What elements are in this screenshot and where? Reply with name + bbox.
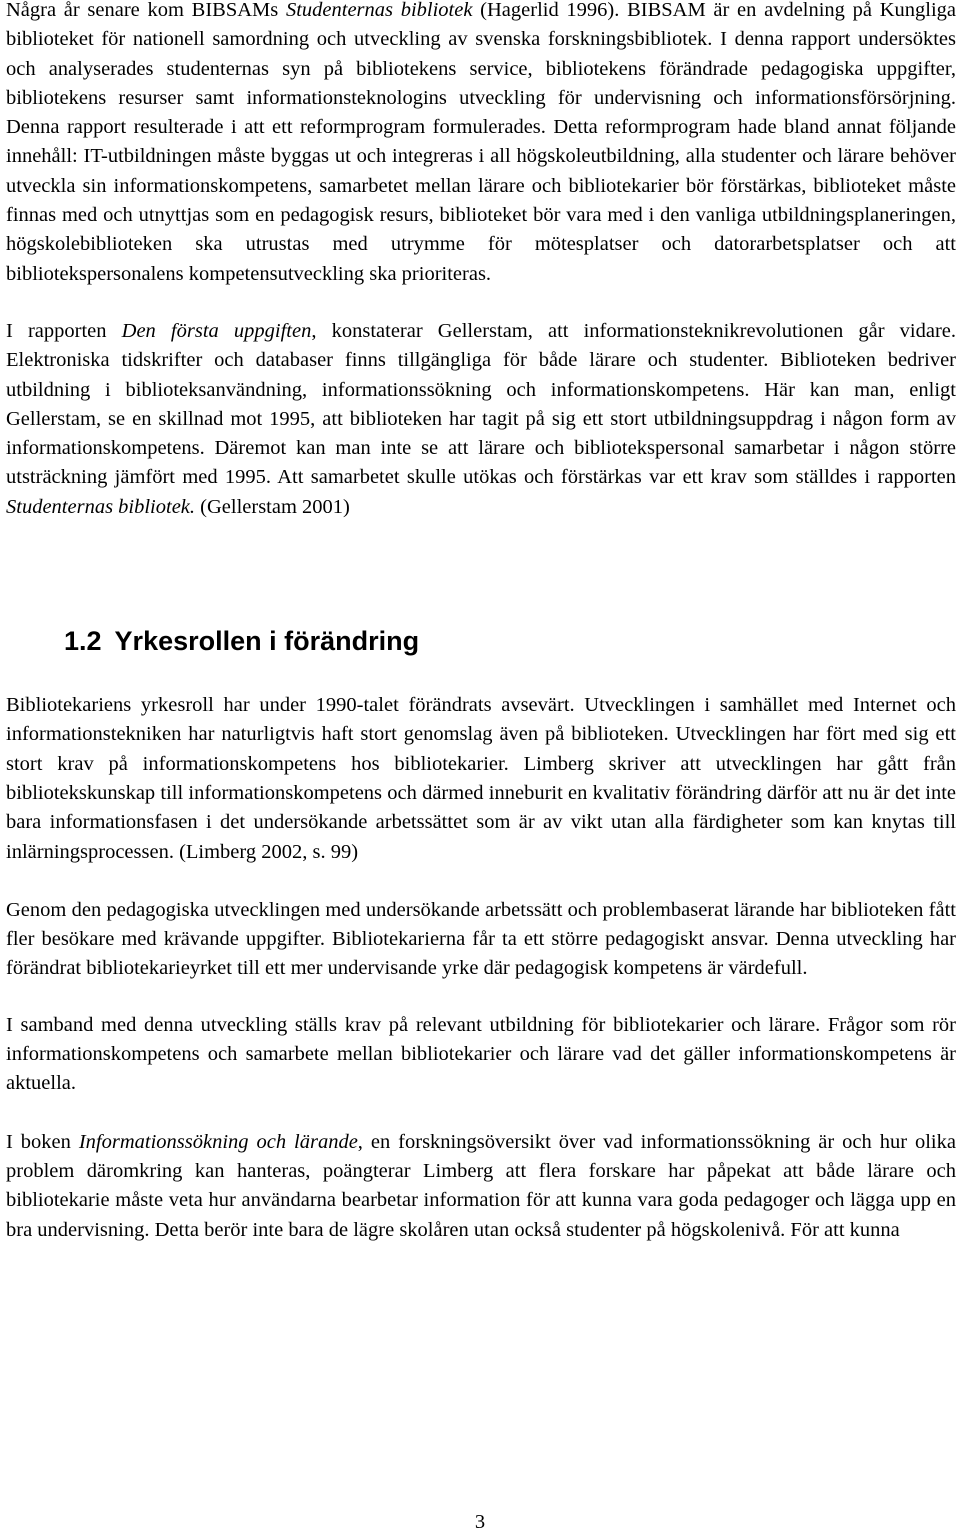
paragraph-bibsam-text-1: Några år senare kom BIBSAMs (6, 0, 286, 21)
paragraph-forsta-uppgiften-text-3: (Gellerstam 2001) (195, 495, 350, 518)
section-heading (6, 625, 956, 657)
section-heading-text (64, 625, 956, 657)
paragraph-informationssokning-text-2: , en forskningsöversikt över vad informationssökning är och hur olika problem däromkring kan hanteras, poängterar Limberg att flera forskare har påpekat att både lärare och bibliotekarie måste veta hur användarna bearbetar information för att kunna vara goda pedagoger och lägga upp en bra undervisning. Detta berör inte bara de lägre skolåren utan också studenter på högskolenivå. För att kunna (6, 1130, 956, 1241)
page-number: 3 (474, 1511, 486, 1533)
paragraph-forsta-uppgiften-text-2: , konstaterar Gellerstam, att informationsteknikrevolutionen går vidare. Elektroniska tidskrifter och databaser finns tillgängliga för både lärare och studenter. Biblioteken bedriver utbildning i biblioteksanvändning, informationssökning och informationskompetens. Här kan man, enligt Gellerstam, se en skillnad mot 1995, att biblioteken har tagit på sig ett stort utbildningsuppdrag i någon form av informationskompetens. Däremot kan man inte se att lärare och bibliotekspersonal samarbetar i någon större utsträckning jämfört med 1995. Att samarbetet skulle utökas och förstärkas var ett krav som ställdes i rapporten (6, 319, 957, 489)
paragraph-krav-utbildning: I samband med denna utveckling ställs krav på relevant utbildning för bibliotekarier och lärare. Frågor som rör informationskompetens och samarbete mellan bibliotekarier och lärare vad det gäller informationskompetens är aktuella. (6, 1013, 956, 1095)
title-informationssokning-och-larande: Informationssökning och lärande (78, 1130, 358, 1153)
section-title: Yrkesrollen i förändring (114, 626, 420, 657)
paragraph-yrkesroll: Bibliotekariens yrkesroll har under 1990-talet förändrats avsevärt. Utvecklingen i samhället med Internet och informationstekniken har naturligtvis haft stort genomslag även på biblioteken. Utvecklingen har fört med sig ett stort krav på informationskompetens hos bibliotekarier. Limberg skriver att utvecklingen har gått från bibliotekskunskap till informationskompetens och därmed inneburit en kvalitativ förändring därför att nu är det inte bara informationsfasen i det undersökande arbetssättet som är av vikt utan alla färdigheter som kan knytas till inlärningsprocessen. (Limberg 2002, s. 99) (6, 694, 956, 863)
paragraph-bibsam-text-2: (Hagerlid 1996). BIBSAM är en avdelning på Kungliga biblioteket för nationell samordning och utveckling av svenska forskningsbibliotek. I denna rapport undersöktes och analyserades studenternas syn på bibliotekens service, bibliotekens förändrade pedagogiska uppgifter, bibliotekens resurser samt informationsteknologins utveckling för undervisning och informationsförsörjning. Denna rapport resulterade i att ett reformprogram formulerades. Detta reformprogram hade bland annat följande innehåll: IT-utbildningen måste byggas ut och integreras i all högskoleutbildning, alla studenter och lärare behöver utveckla sin informationskompetens, samarbetet mellan lärare och bibliotekarier bör förstärkas, biblioteket måste finnas med och utnyttjas som en pedagogisk resurs, biblioteket bör vara med i den vanliga utbildningsplaneringen, högskolebiblioteken ska utrustas med utrymme för mötesplatser och datorarbetsplatser och att bibliotekspersonalens kompetensutveckling ska prioriteras. (6, 0, 957, 285)
paragraph-pedagogisk-utveckling: Genom den pedagogiska utvecklingen med undersökande arbetssätt och problembaserat lärande har biblioteken fått fler besökare med krävande uppgifter. Bibliotekarierna får ta ett större pedagogiskt ansvar. Denna utveckling har förändrat bibliotekarieyrket till ett mer undervisande yrke där pedagogisk kompetens är värdefull. (6, 898, 956, 980)
title-studenternas-bibliotek: Studenternas bibliotek (285, 0, 473, 21)
section-number: 1.2 (64, 626, 102, 657)
paragraph-informationssokning (6, 1128, 956, 1245)
document-page (6, 0, 956, 1245)
paragraph-informationssokning-text-1: I boken (6, 1130, 79, 1153)
paragraph-forsta-uppgiften-text-1: I rapporten (6, 319, 122, 342)
paragraph-bibsam (6, 0, 956, 289)
paragraph-forsta-uppgiften (6, 317, 956, 522)
title-den-forsta-uppgiften: Den första uppgiften (121, 319, 312, 342)
title-studenternas-bibliotek-2: Studenternas bibliotek. (6, 495, 196, 518)
